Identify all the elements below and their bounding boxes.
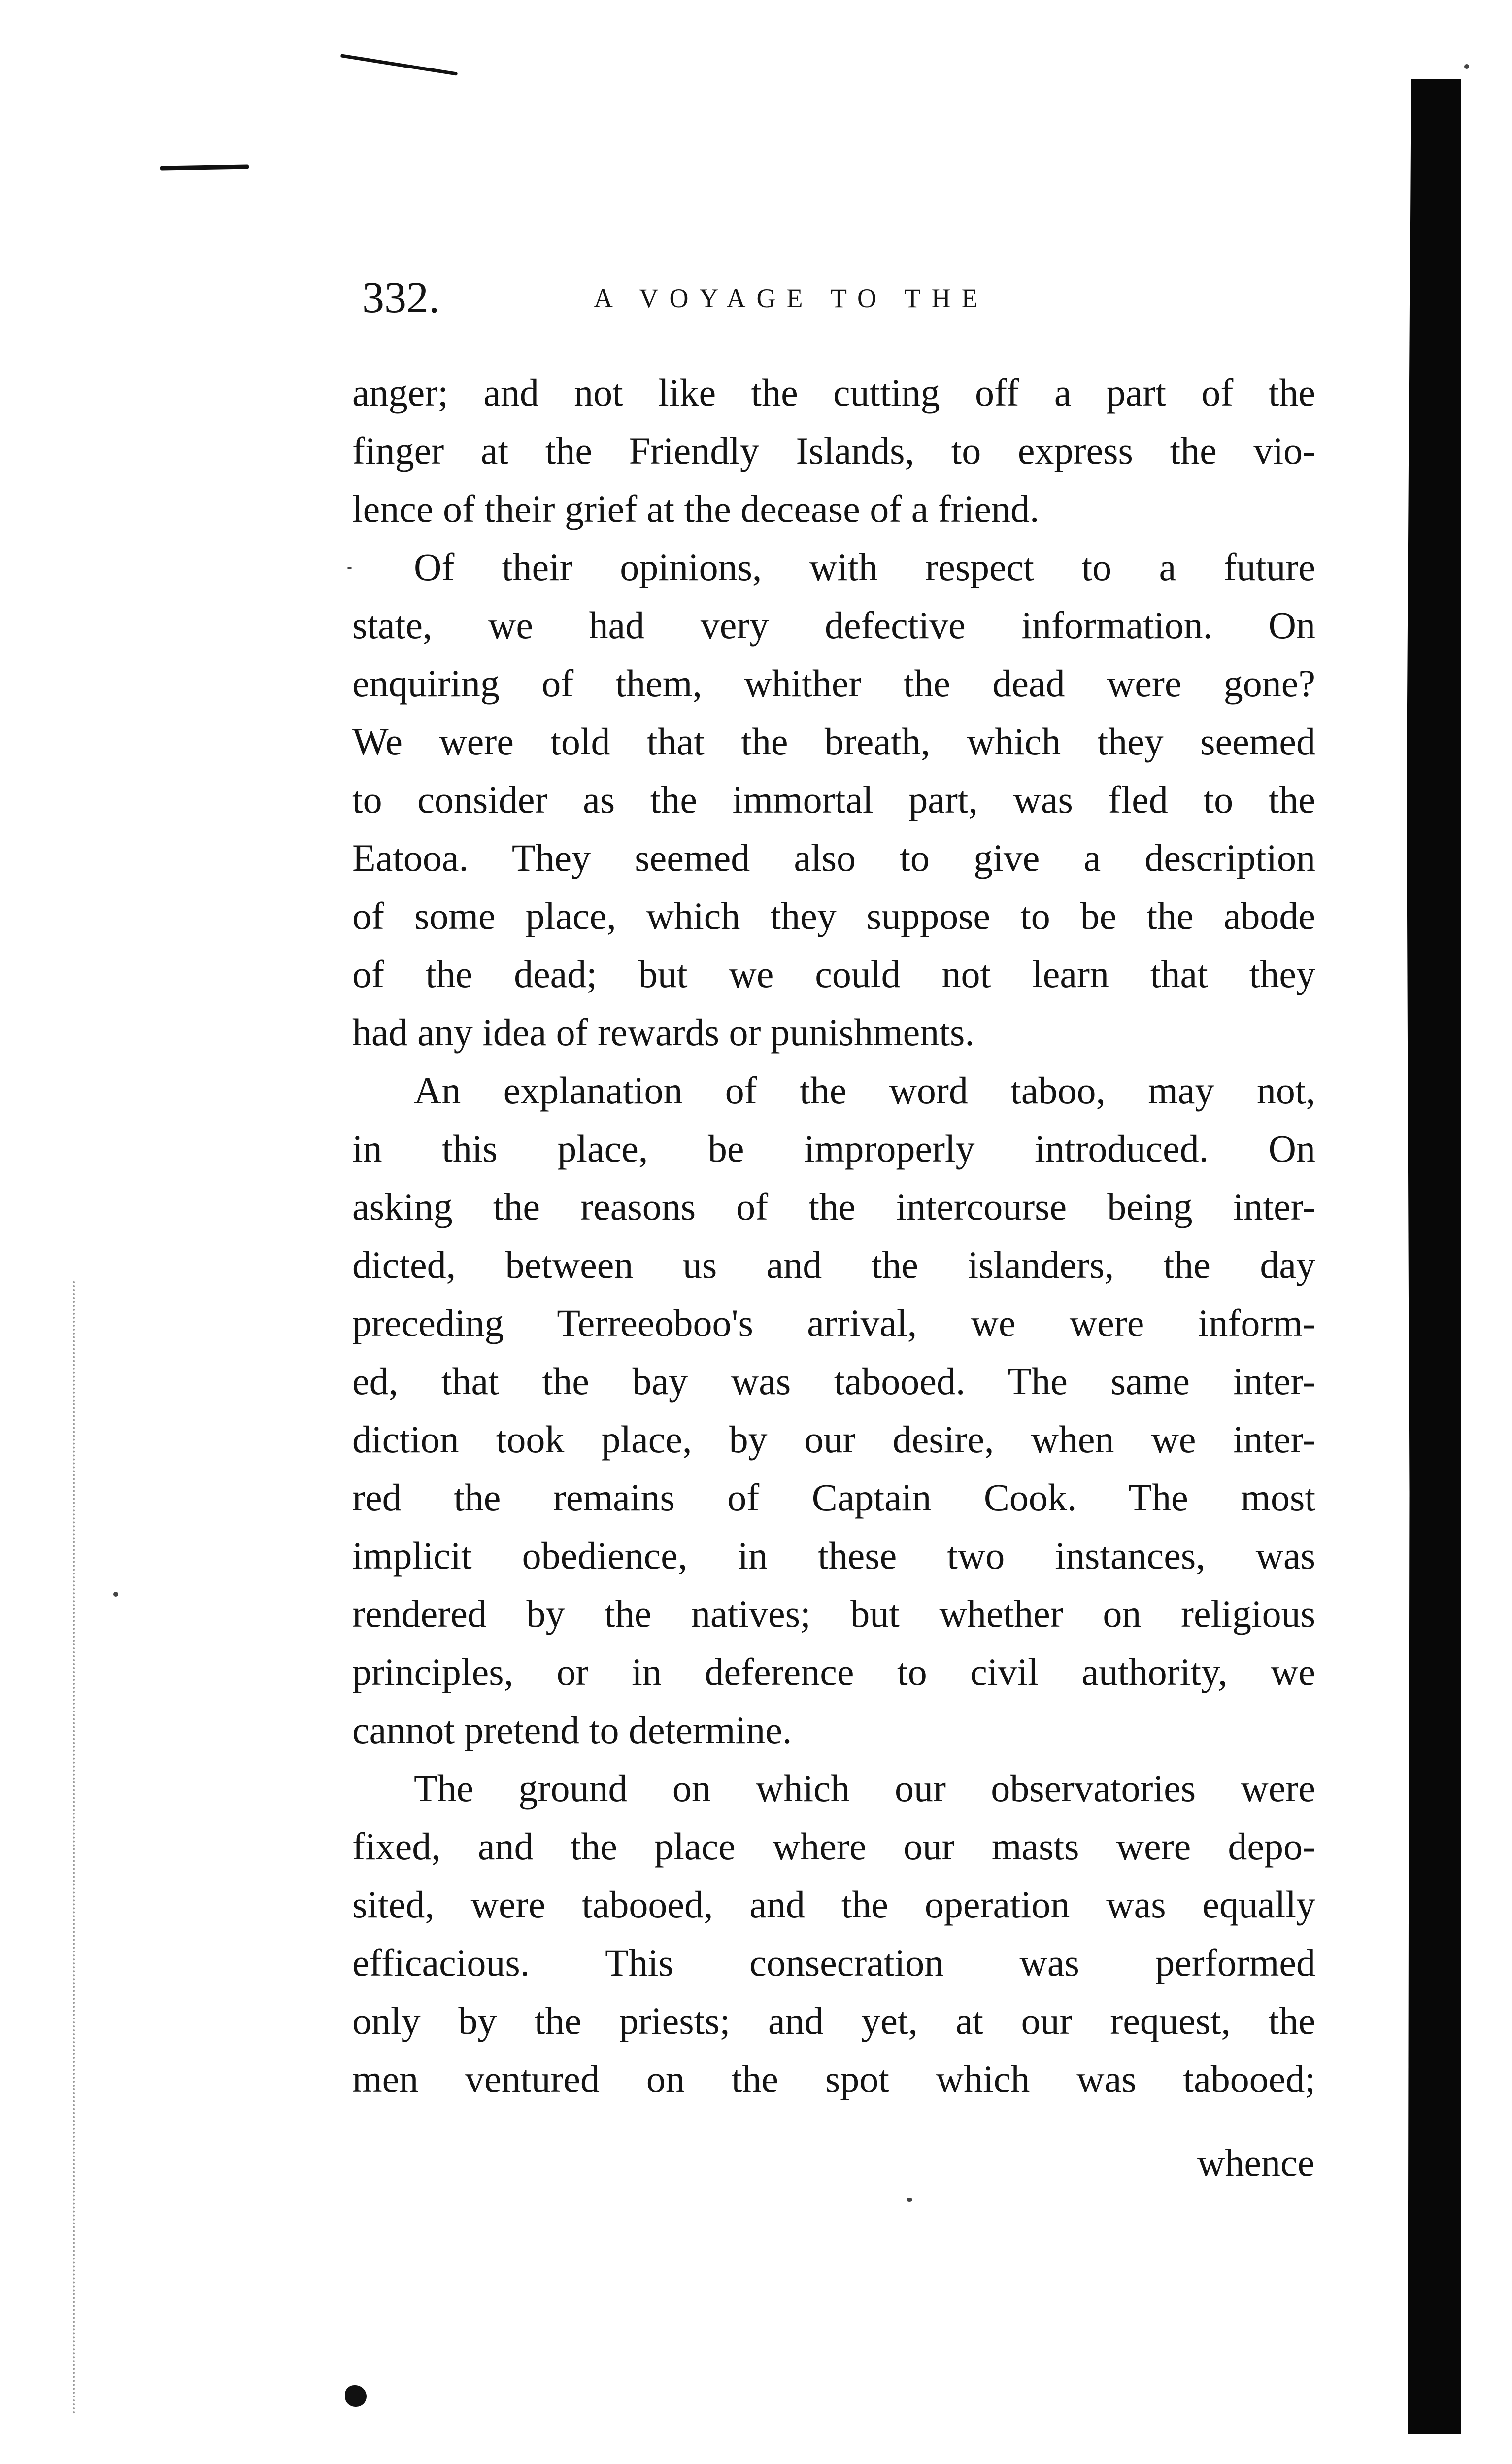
text-line: finger at the Friendly Islands, to express the vio- [352, 429, 1315, 472]
ink-blot-mark [345, 2385, 367, 2407]
text-line: fixed, and the place where our masts were depo- [352, 1825, 1315, 1868]
speck-mark [347, 567, 352, 569]
text-line: dicted, between us and the islanders, the day [352, 1243, 1315, 1286]
speck-mark [1464, 64, 1469, 69]
ink-stroke-mark [160, 164, 249, 170]
text-line: of some place, which they suppose to be the abode [352, 894, 1315, 937]
text-line: sited, were tabooed, and the operation was equally [352, 1883, 1315, 1926]
scanned-spine-shadow [1407, 79, 1461, 2434]
text-line: lence of their grief at the decease of a friend. [352, 487, 1040, 530]
text-line: of the dead; but we could not learn that they [352, 953, 1315, 995]
text-line: ed, that the bay was tabooed. The same inter- [352, 1360, 1315, 1403]
text-line: in this place, be improperly introduced. On [352, 1127, 1315, 1170]
text-line: asking the reasons of the intercourse being inter- [352, 1185, 1315, 1228]
catchword: whence [1197, 2141, 1315, 2184]
text-line: Of their opinions, with respect to a future [414, 546, 1315, 588]
text-line: enquiring of them, whither the dead were gone? [352, 662, 1315, 705]
text-line: rendered by the natives; but whether on religious [352, 1592, 1315, 1635]
page-edge-marks [73, 1281, 77, 2415]
text-line: implicit obedience, in these two instances, was [352, 1534, 1315, 1577]
ink-stroke-mark [340, 54, 458, 75]
text-line: state, we had very defective information. On [352, 604, 1315, 647]
text-line: An explanation of the word taboo, may not, [414, 1069, 1315, 1112]
text-line: to consider as the immortal part, was fled to the [352, 778, 1315, 821]
text-line: red the remains of Captain Cook. The most [352, 1476, 1315, 1519]
running-head: A VOYAGE TO THE [594, 283, 989, 313]
body-text [352, 364, 1315, 2108]
text-line: diction took place, by our desire, when we inter- [352, 1418, 1315, 1461]
text-line: efficacious. This consecration was performed [352, 1941, 1315, 1984]
text-line: The ground on which our observatories were [414, 1767, 1315, 1810]
text-line: men ventured on the spot which was tabooed; [352, 2057, 1315, 2100]
text-line: We were told that the breath, which they seemed [352, 720, 1315, 763]
speck-mark [907, 2198, 912, 2202]
speck-mark [113, 1592, 118, 1597]
text-line: cannot pretend to determine. [352, 1709, 792, 1751]
text-line: had any idea of rewards or punishments. [352, 1011, 974, 1054]
text-line: principles, or in deference to civil authority, we [352, 1650, 1315, 1693]
text-line: only by the priests; and yet, at our request, the [352, 1999, 1315, 2042]
page-number: 332. [362, 274, 440, 322]
text-line: anger; and not like the cutting off a part of the [352, 371, 1315, 414]
text-line: preceding Terreeoboo's arrival, we were inform- [352, 1301, 1315, 1344]
page-header [362, 269, 1067, 328]
text-line: Eatooa. They seemed also to give a description [352, 836, 1315, 879]
